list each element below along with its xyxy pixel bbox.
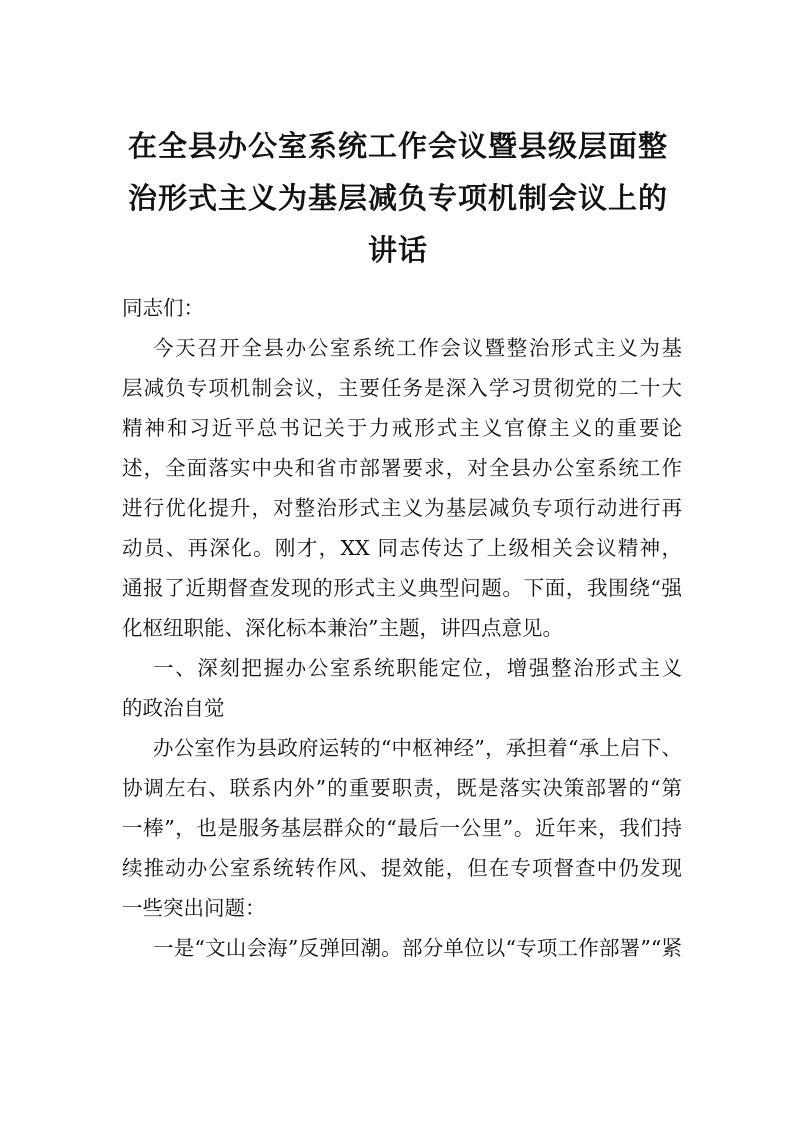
title-line: 治形式主义为基层减负专项机制会议上的 <box>127 181 668 215</box>
document-body <box>122 288 682 968</box>
paragraph-line: 办公室作为县政府运转的“中枢神经”，承担着“承上启下、 <box>153 736 682 760</box>
paragraph-line: 续推动办公室系统转作风、提效能，但在专项督查中仍发现 <box>122 856 682 880</box>
paragraph-problem-1 <box>122 928 682 968</box>
paragraph-line: 一棒”，也是服务基层群众的“最后一公里”。近年来，我们持 <box>122 816 682 840</box>
paragraph-line: 动员、再深化。刚才，XX 同志传达了上级相关会议精神， <box>122 536 682 560</box>
salutation: 同志们： <box>122 296 204 320</box>
section-heading-1 <box>122 648 682 728</box>
paragraph-line: 述，全面落实中央和省市部署要求，对全县办公室系统工作 <box>122 456 682 480</box>
paragraph-line: 化枢纽职能、深化标本兼治”主题，讲四点意见。 <box>122 616 563 640</box>
paragraph-office-role <box>122 728 682 928</box>
heading-line: 的政治自觉 <box>122 696 225 720</box>
paragraph-line: 精神和习近平总书记关于力戒形式主义官僚主义的重要论 <box>122 416 682 440</box>
paragraph-line: 一是“文山会海”反弹回潮。部分单位以“专项工作部署”“紧 <box>153 936 682 960</box>
paragraph-opening <box>122 328 682 648</box>
paragraph-line: 通报了近期督查发现的形式主义典型问题。下面，我围绕“强 <box>122 576 682 600</box>
title-line: 在全县办公室系统工作会议暨县级层面整 <box>127 129 668 163</box>
paragraph-line: 层减负专项机制会议，主要任务是深入学习贯彻党的二十大 <box>122 376 682 400</box>
paragraph-line: 一些突出问题： <box>122 896 266 920</box>
title-line: 讲话 <box>367 233 428 267</box>
document-title <box>118 120 678 276</box>
paragraph-line: 协调左右、联系内外”的重要职责，既是落实决策部署的“第 <box>122 776 682 800</box>
paragraph-line: 今天召开全县办公室系统工作会议暨整治形式主义为基 <box>153 336 682 360</box>
paragraph-line: 进行优化提升，对整治形式主义为基层减负专项行动进行再 <box>122 496 682 520</box>
heading-line: 一、深刻把握办公室系统职能定位，增强整治形式主义 <box>153 656 682 680</box>
